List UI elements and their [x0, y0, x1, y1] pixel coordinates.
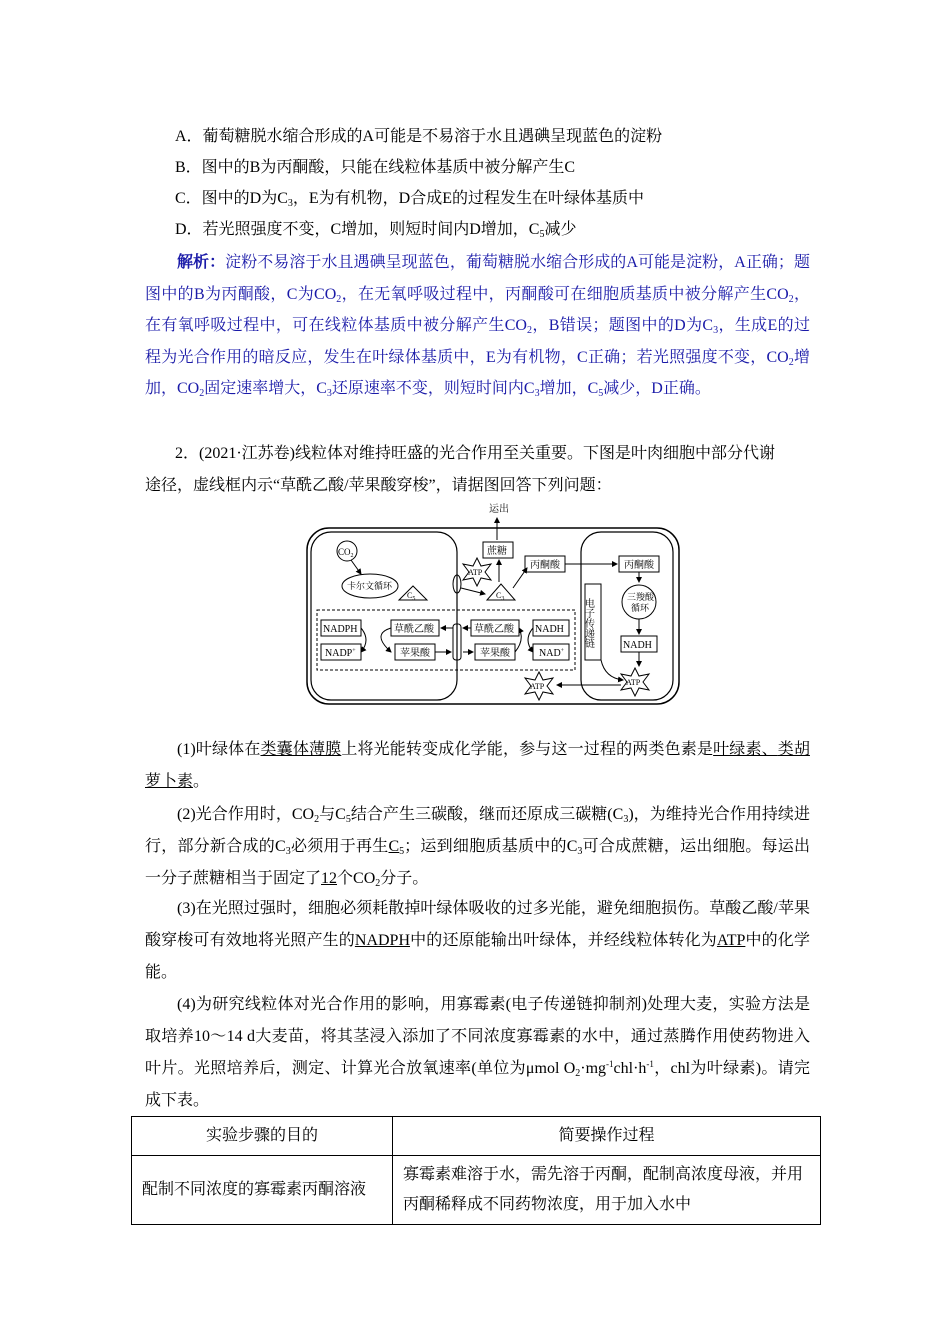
- shuttle-box: [317, 610, 575, 670]
- c3-label: $C_3$: [496, 591, 505, 602]
- question-2-line2: 途径，虚线框内示“草酰乙酸/苹果酸穿梭”，请据图回答下列问题：: [145, 477, 612, 494]
- nadh-label-1: NADH: [535, 624, 564, 635]
- nadh-label-2: NADH: [623, 640, 652, 651]
- tca-cycle: [622, 585, 656, 619]
- answer-2: (2)光合作用时，$CO_2$与$C_5$结合产生三碳酸，继而还原成三碳糖$(C_3)$，为维持光合作用持续进行，部分新合成的$C_3$必须用于再生$C_5$；运到细胞质基质中的$C_3$可合成蔗糖，运出细胞。每运出一分子蔗糖相当于固定了12个$CO_2$分子。: [145, 806, 810, 889]
- table-header-cell: 实验步骤的目的: [132, 1117, 393, 1156]
- co2-label: $CO_2$: [338, 547, 354, 559]
- question-2-line1: 2．(2021·江苏卷)线粒体对维持旺盛的光合作用至关重要。下图是叶肉细胞中部分代谢: [175, 445, 775, 462]
- svg-text:ATP: ATP: [530, 682, 545, 691]
- analysis: 解析：淀粉不易溶于水且遇碘呈现蓝色，葡萄糖脱水缩合形成的A可能是淀粉，A正确；题图中的B为丙酮酸，C为$CO_2$，在无氧呼吸过程中，丙酮酸可在细胞质基质中被分解产生$CO_2$，在有氧呼吸过程中，可在线粒体基质中被分解产生$CO_2$，B错误；题图中的D为$C_3$，生成E的过程为光合作用的暗反应，发生在叶绿体基质中，E为有机物，C正确；若光照强度不变，$CO_2$增加，$CO_2$固定速率增大，$C_3$还原速率不变，则短时间内$C_3$增加，$C_5$减少，D正确。: [145, 254, 810, 399]
- nadph-label: NADPH: [323, 624, 358, 635]
- answer-3: (3)在光照过强时，细胞必须耗散掉叶绿体吸收的过多光能，避免细胞损伤。草酸乙酸/苹果酸穿梭可有效地将光照产生的NADPH中的还原能输出叶绿体，并经线粒体转化为ATP中的化学能。: [145, 900, 810, 981]
- malate-label-2: 苹果酸: [480, 648, 510, 659]
- nadp-label: NADP+: [325, 648, 356, 659]
- metabolism-diagram: [305, 500, 685, 708]
- tca-label-2: 循环: [631, 603, 650, 613]
- table-row: [132, 1156, 821, 1225]
- oaa-label-2: 草酰乙酸: [474, 624, 514, 635]
- calvin-cycle-label: 卡尔文循环: [347, 581, 393, 591]
- answer-4: (4)为研究线粒体对光合作用的影响，用寡霉素(电子传递链抑制剂)处理大麦，实验方法是取培养10～14 d大麦苗，将其茎浸入添加了不同浓度寡霉素的水中，通过蒸腾作用使药物进入叶片。光照培养后，测定、计算光合放氧速率(单位为μmol $O_2\cdot mg^{-1}chl\cdot h^{-1}$，chl为叶绿素)。请完成下表。: [145, 996, 810, 1109]
- table-cell: 配制不同浓度的寡霉素丙酮溶液: [132, 1156, 393, 1225]
- option-a: A．葡萄糖脱水缩合形成的A可能是不易溶于水且遇碘呈现蓝色的淀粉: [175, 128, 663, 145]
- chloroplast-outline: [311, 532, 457, 700]
- oaa-label-1: 草酰乙酸: [394, 624, 434, 635]
- c5-label: $C_5$: [407, 591, 416, 602]
- answer-1: (1)叶绿体在类囊体薄膜上将光能转变成化学能，参与这一过程的两类色素是叶绿素、类胡萝卜素。: [145, 741, 810, 790]
- experiment-table: [131, 1116, 821, 1225]
- option-c: C．图中的D为$C_3$，E为有机物，D合成E的过程发生在叶绿体基质中: [175, 190, 645, 209]
- nad-label: NAD+: [539, 648, 565, 659]
- pyruvate-label-1: 丙酮酸: [530, 560, 560, 571]
- malate-label-1: 苹果酸: [400, 648, 430, 659]
- etc-label: 电子传递链: [582, 598, 594, 648]
- table-cell: 寡霉素难溶于水，需先溶于丙酮，配制高浓度母液，并用丙酮稀释成不同药物浓度，用于加入水中: [393, 1156, 821, 1225]
- tca-label-1: 三羧酸: [627, 592, 655, 602]
- svg-text:ATP: ATP: [626, 678, 641, 687]
- table-header-cell: 简要操作过程: [393, 1117, 821, 1156]
- pyruvate-label-2: 丙酮酸: [624, 560, 654, 571]
- option-b: B．图中的B为丙酮酸，只能在线粒体基质中被分解产生C: [175, 159, 576, 176]
- table-header-row: [132, 1117, 821, 1156]
- option-d: D．若光照强度不变，C增加，则短时间内D增加，$C_5$减少: [175, 221, 577, 240]
- sucrose-label: 蔗糖: [487, 546, 507, 557]
- export-label: 运出: [489, 504, 509, 515]
- svg-text:ATP: ATP: [468, 568, 483, 577]
